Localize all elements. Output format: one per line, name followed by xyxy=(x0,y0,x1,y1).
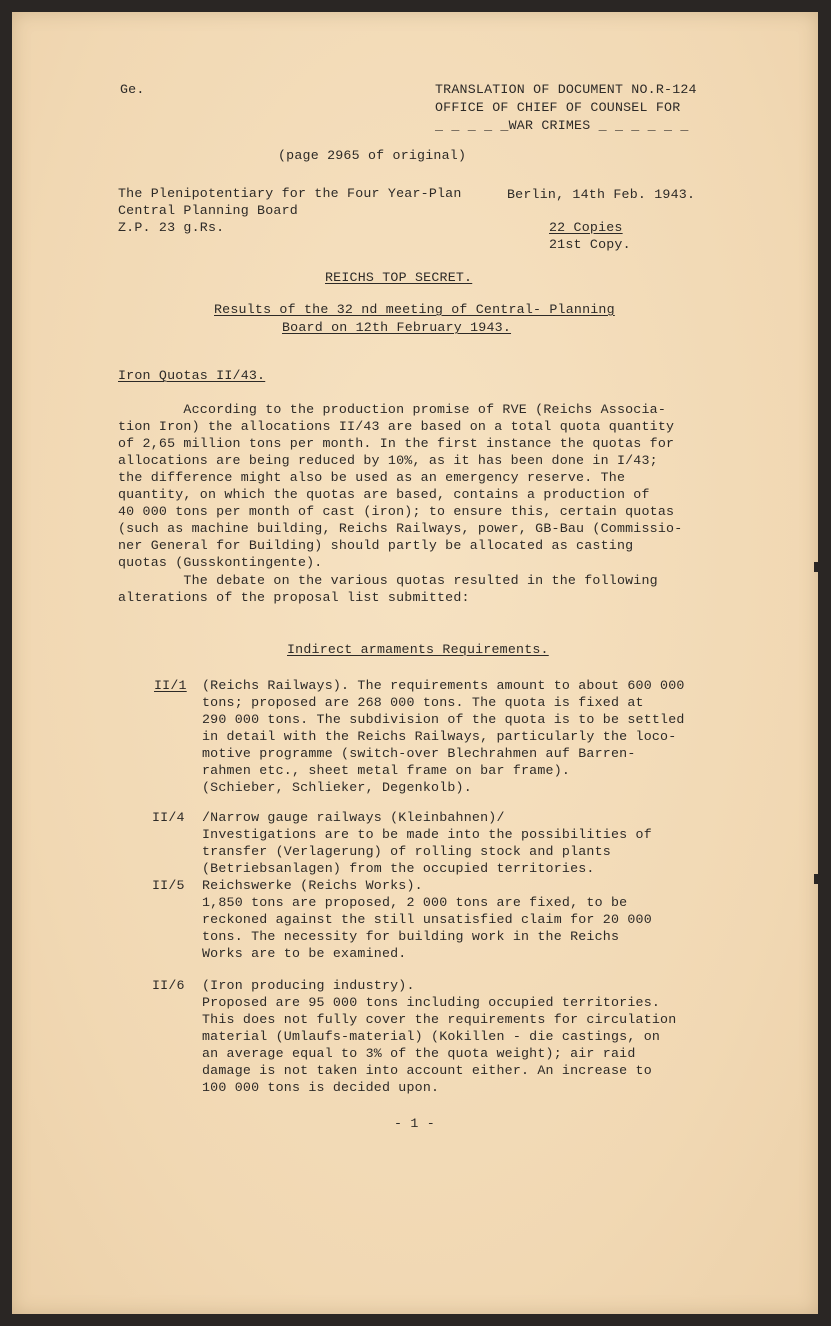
page-reference: (page 2965 of original) xyxy=(278,148,467,163)
typist-initials: Ge. xyxy=(120,82,145,97)
page-number: - 1 - xyxy=(394,1116,435,1131)
text-line: damage is not taken into account either. An increase to xyxy=(202,1063,652,1078)
text-line: Works are to be examined. xyxy=(202,946,407,961)
text-line: The debate on the various quotas resulted in the following xyxy=(118,573,658,588)
text-line: 1,850 tons are proposed, 2 000 tons are fixed, to be xyxy=(202,895,628,910)
text-line: of 2,65 million tons per month. In the first instance the quotas for xyxy=(118,436,675,451)
classification: REICHS TOP SECRET. xyxy=(325,270,473,285)
text-line: material (Umlaufs-material) (Kokillen - die castings, on xyxy=(202,1029,661,1044)
text-line: alterations of the proposal list submitted: xyxy=(118,590,470,605)
document-page xyxy=(12,12,818,1314)
text-line: tion Iron) the allocations II/43 are based on a total quota quantity xyxy=(118,419,675,434)
text-line: reckoned against the still unsatisfied claim for 20 000 xyxy=(202,912,652,927)
item-code: II/6 xyxy=(152,978,185,993)
section-heading: Iron Quotas II/43. xyxy=(118,368,266,383)
sender-line-1: The Plenipotentiary for the Four Year-Plan xyxy=(118,186,462,201)
copy-number: 21st Copy. xyxy=(549,237,631,252)
text-line: allocations are being reduced by 10%, as it has been done in I/43; xyxy=(118,453,658,468)
text-line: 40 000 tons per month of cast (iron); to ensure this, certain quotas xyxy=(118,504,675,519)
text-line: transfer (Verlagerung) of rolling stock and plants xyxy=(202,844,611,859)
text-line: Proposed are 95 000 tons including occupied territories. xyxy=(202,995,661,1010)
text-line: Investigations are to be made into the possibilities of xyxy=(202,827,652,842)
text-line: According to the production promise of RVE (Reichs Associa- xyxy=(118,402,667,417)
translation-line: TRANSLATION OF DOCUMENT NO.R-124 xyxy=(435,82,697,97)
subheading: Indirect armaments Requirements. xyxy=(287,642,549,657)
text-line: Reichswerke (Reichs Works). xyxy=(202,878,423,893)
text-line: 290 000 tons. The subdivision of the quota is to be settled xyxy=(202,712,685,727)
title-line-2: Board on 12th February 1943. xyxy=(282,320,512,335)
war-crimes-line: _ _ _ _ _WAR CRIMES _ _ _ _ _ _ xyxy=(435,118,689,133)
sender-line-2: Central Planning Board xyxy=(118,203,298,218)
text-line: /Narrow gauge railways (Kleinbahnen)/ xyxy=(202,810,505,825)
text-line: in detail with the Reichs Railways, particularly the loco- xyxy=(202,729,677,744)
sender-line-3: Z.P. 23 g.Rs. xyxy=(118,220,225,235)
text-line: (Betriebsanlagen) from the occupied territories. xyxy=(202,861,595,876)
item-code: II/4 xyxy=(152,810,185,825)
item-code: II/1 xyxy=(154,678,187,693)
text-line: an average equal to 3% of the quota weight); air raid xyxy=(202,1046,636,1061)
item-code: II/5 xyxy=(152,878,185,893)
text-line: rahmen etc., sheet metal frame on bar frame). xyxy=(202,763,571,778)
text-line: the difference might also be used as an emergency reserve. The xyxy=(118,470,626,485)
title-line-1: Results of the 32 nd meeting of Central- Planning xyxy=(214,302,615,317)
text-line: (Reichs Railways). The requirements amount to about 600 000 xyxy=(202,678,685,693)
text-line: motive programme (switch-over Blechrahmen auf Barren- xyxy=(202,746,636,761)
office-line: OFFICE OF CHIEF OF COUNSEL FOR xyxy=(435,100,681,115)
text-line: quotas (Gusskontingente). xyxy=(118,555,323,570)
text-line: (Schieber, Schlieker, Degenkolb). xyxy=(202,780,472,795)
text-line: (Iron producing industry). xyxy=(202,978,415,993)
text-line: This does not fully cover the requirements for circulation xyxy=(202,1012,677,1027)
copies-total: 22 Copies xyxy=(549,220,623,235)
text-line: quantity, on which the quotas are based, contains a production of xyxy=(118,487,650,502)
text-line: tons; proposed are 268 000 tons. The quota is fixed at xyxy=(202,695,644,710)
text-line: tons. The necessity for building work in the Reichs xyxy=(202,929,620,944)
text-line: 100 000 tons is decided upon. xyxy=(202,1080,440,1095)
margin-mark xyxy=(814,562,818,572)
text-line: (such as machine building, Reichs Railways, power, GB-Bau (Commissio- xyxy=(118,521,683,536)
margin-mark xyxy=(814,874,818,884)
place-date: Berlin, 14th Feb. 1943. xyxy=(507,187,696,202)
text-line: ner General for Building) should partly be allocated as casting xyxy=(118,538,634,553)
